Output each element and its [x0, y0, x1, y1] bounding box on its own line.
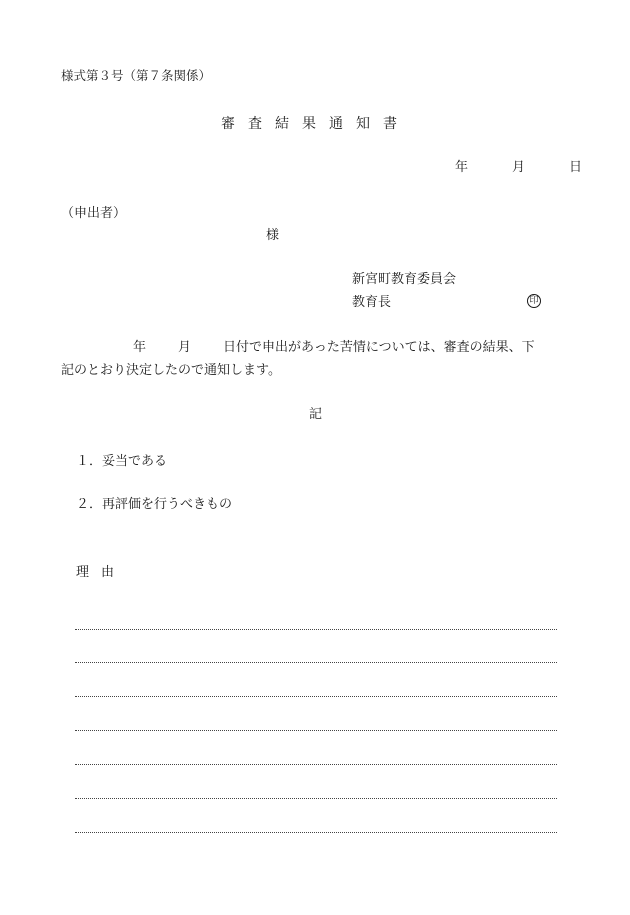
seal-mark: 印	[527, 294, 541, 308]
reason-dotted-line	[75, 832, 557, 833]
body-month-label: 月	[178, 340, 192, 355]
body-line-2: 記のとおり決定したので通知します。	[61, 363, 281, 378]
date-year-label: 年	[455, 160, 469, 175]
form-number: 様式第３号（第７条関係）	[61, 68, 212, 83]
reason-dotted-line	[75, 730, 557, 731]
result-item-2: ２．再評価を行うべきもの	[76, 497, 233, 512]
reason-dotted-line	[75, 629, 557, 630]
date-day-label: 日	[569, 160, 583, 175]
applicant-label: （申出者）	[61, 206, 127, 221]
reason-label: 理由	[76, 565, 127, 580]
result-item-1: １．妥当である	[76, 454, 168, 469]
honorific-sama: 様	[266, 228, 280, 243]
reason-dotted-line	[75, 764, 557, 765]
reason-dotted-line	[75, 662, 557, 663]
reason-dotted-line	[75, 798, 557, 799]
sender-organization: 新宮町教育委員会	[352, 272, 457, 287]
date-row	[455, 161, 582, 174]
reason-dotted-line	[75, 696, 557, 697]
body-line-1-text: 日付で申出があった苦情については、審査の結果、下	[223, 340, 535, 355]
ki-heading: 記	[309, 407, 323, 422]
document-title: 審査結果通知書	[221, 116, 410, 132]
date-month-label: 月	[512, 160, 526, 175]
sender-official: 教育長	[352, 295, 392, 310]
body-line-1	[133, 341, 535, 354]
body-year-label: 年	[133, 340, 147, 355]
